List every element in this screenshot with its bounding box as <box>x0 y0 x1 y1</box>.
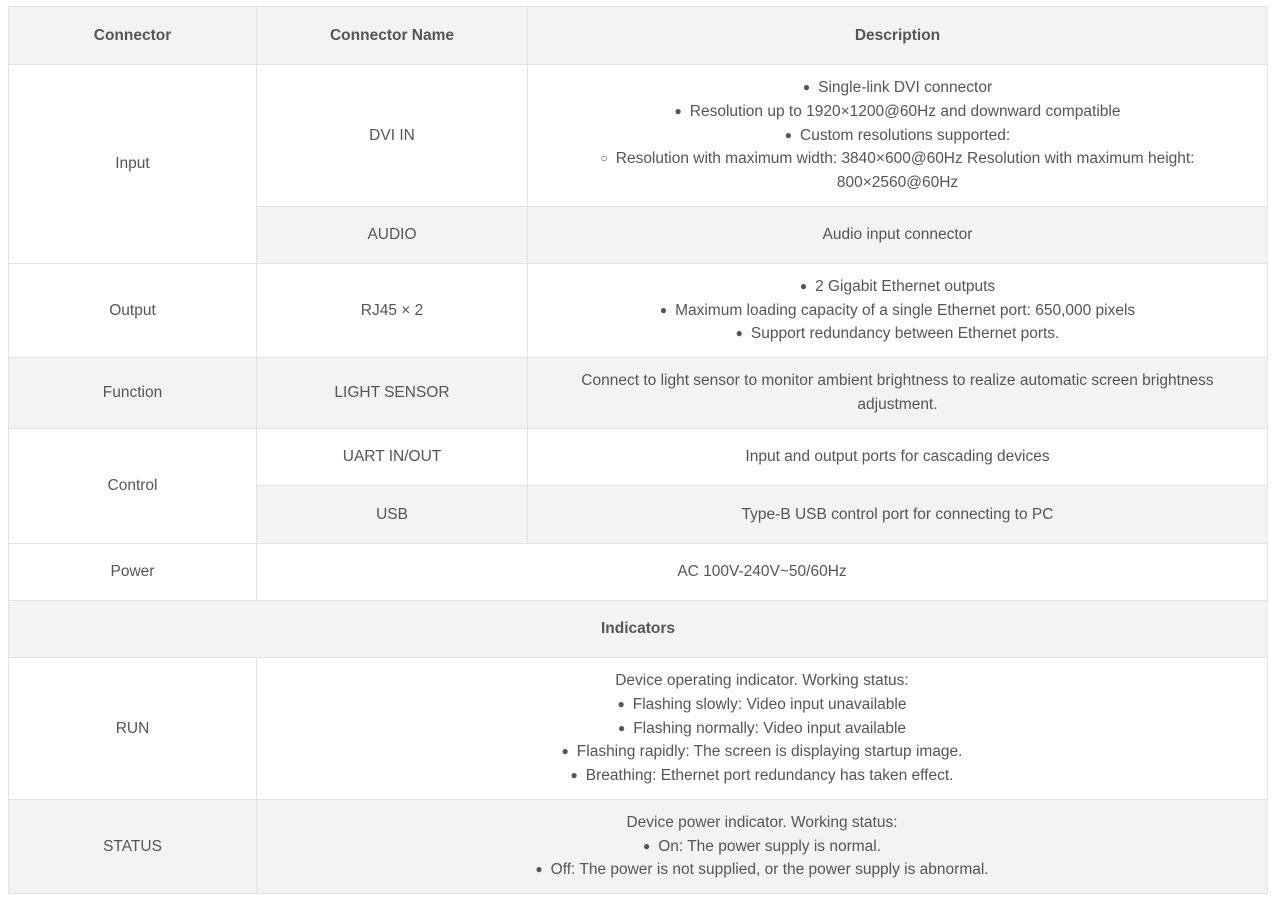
description-light-sensor: Connect to light sensor to monitor ambient brightness to realize automatic screen brightness adjustment. <box>528 358 1268 429</box>
indicators-title: Indicators <box>9 601 1268 658</box>
run-intro: Device operating indicator. Working status: <box>615 672 909 690</box>
bullet-icon: ● <box>535 862 543 877</box>
header-description: Description <box>528 7 1268 65</box>
sub-list-item: ○ Resolution with maximum width: 3840×600@60Hz Resolution with maximum height: 800×2560@60Hz <box>572 147 1223 194</box>
connector-name-audio: AUDIO <box>257 207 528 264</box>
table-header-row <box>9 7 1268 65</box>
description-power: AC 100V-240V~50/60Hz <box>257 544 1268 601</box>
header-connector: Connector <box>9 7 257 65</box>
list-item: ● 2 Gigabit Ethernet outputs <box>572 275 1223 299</box>
connector-name-usb: USB <box>257 486 528 544</box>
bullet-icon: ● <box>617 720 626 735</box>
description-run <box>257 658 1268 800</box>
table-row-uart <box>9 429 1268 486</box>
connector-name-uart: UART IN/OUT <box>257 429 528 486</box>
list-item: ● Breathing: Ethernet port redundancy has taken effect. <box>301 764 1223 788</box>
bullet-icon: ● <box>674 103 682 118</box>
list-item: ● Off: The power is not supplied, or the power supply is abnormal. <box>301 858 1223 882</box>
list-item: ● Flashing normally: Video input available <box>301 717 1223 741</box>
table-row-dvi-in <box>9 65 1268 207</box>
connector-name-rj45: RJ45 × 2 <box>257 264 528 358</box>
bullet-icon: ● <box>735 326 743 341</box>
description-audio: Audio input connector <box>528 207 1268 264</box>
list-item: ● Single-link DVI connector <box>572 76 1223 100</box>
table-row-status <box>9 800 1268 894</box>
list-item: ● On: The power supply is normal. <box>301 835 1223 859</box>
bullet-icon: ● <box>617 696 625 711</box>
description-status <box>257 800 1268 894</box>
table-row-function <box>9 358 1268 429</box>
connector-name-dvi-in: DVI IN <box>257 65 528 207</box>
description-usb: Type-B USB control port for connecting to PC <box>528 486 1268 544</box>
sub-bullet-icon: ○ <box>600 151 608 166</box>
bullet-icon: ● <box>659 302 668 317</box>
indicator-run: RUN <box>9 658 257 800</box>
bullet-icon: ● <box>799 278 808 293</box>
description-uart: Input and output ports for cascading devices <box>528 429 1268 486</box>
status-intro: Device power indicator. Working status: <box>626 813 898 831</box>
bullet-icon: ● <box>802 80 811 95</box>
list-item: ● Flashing slowly: Video input unavailable <box>301 693 1223 717</box>
header-connector-name: Connector Name <box>257 7 528 65</box>
list-item: ● Flashing rapidly: The screen is displaying startup image. <box>301 740 1223 764</box>
description-dvi-in <box>528 65 1268 207</box>
table-row-run <box>9 658 1268 800</box>
bullet-icon: ● <box>784 127 793 142</box>
table-row-power <box>9 544 1268 601</box>
connector-control: Control <box>9 429 257 544</box>
connector-name-light-sensor: LIGHT SENSOR <box>257 358 528 429</box>
list-item: ● Resolution up to 1920×1200@60Hz and downward compatible <box>572 100 1223 124</box>
table-row-output <box>9 264 1268 358</box>
bullet-icon: ● <box>561 744 569 759</box>
connector-output: Output <box>9 264 257 358</box>
connector-input: Input <box>9 65 257 264</box>
list-item: ● Support redundancy between Ethernet ports. <box>572 322 1223 346</box>
indicators-header-row <box>9 601 1268 658</box>
list-item: ● Maximum loading capacity of a single Ethernet port: 650,000 pixels <box>572 299 1223 323</box>
bullet-icon: ● <box>642 838 651 853</box>
indicator-status: STATUS <box>9 800 257 894</box>
connector-spec-table <box>8 6 1268 894</box>
list-item: ● Custom resolutions supported: <box>572 124 1223 148</box>
bullet-icon: ● <box>570 768 578 783</box>
description-rj45 <box>528 264 1268 358</box>
connector-function: Function <box>9 358 257 429</box>
connector-power: Power <box>9 544 257 601</box>
